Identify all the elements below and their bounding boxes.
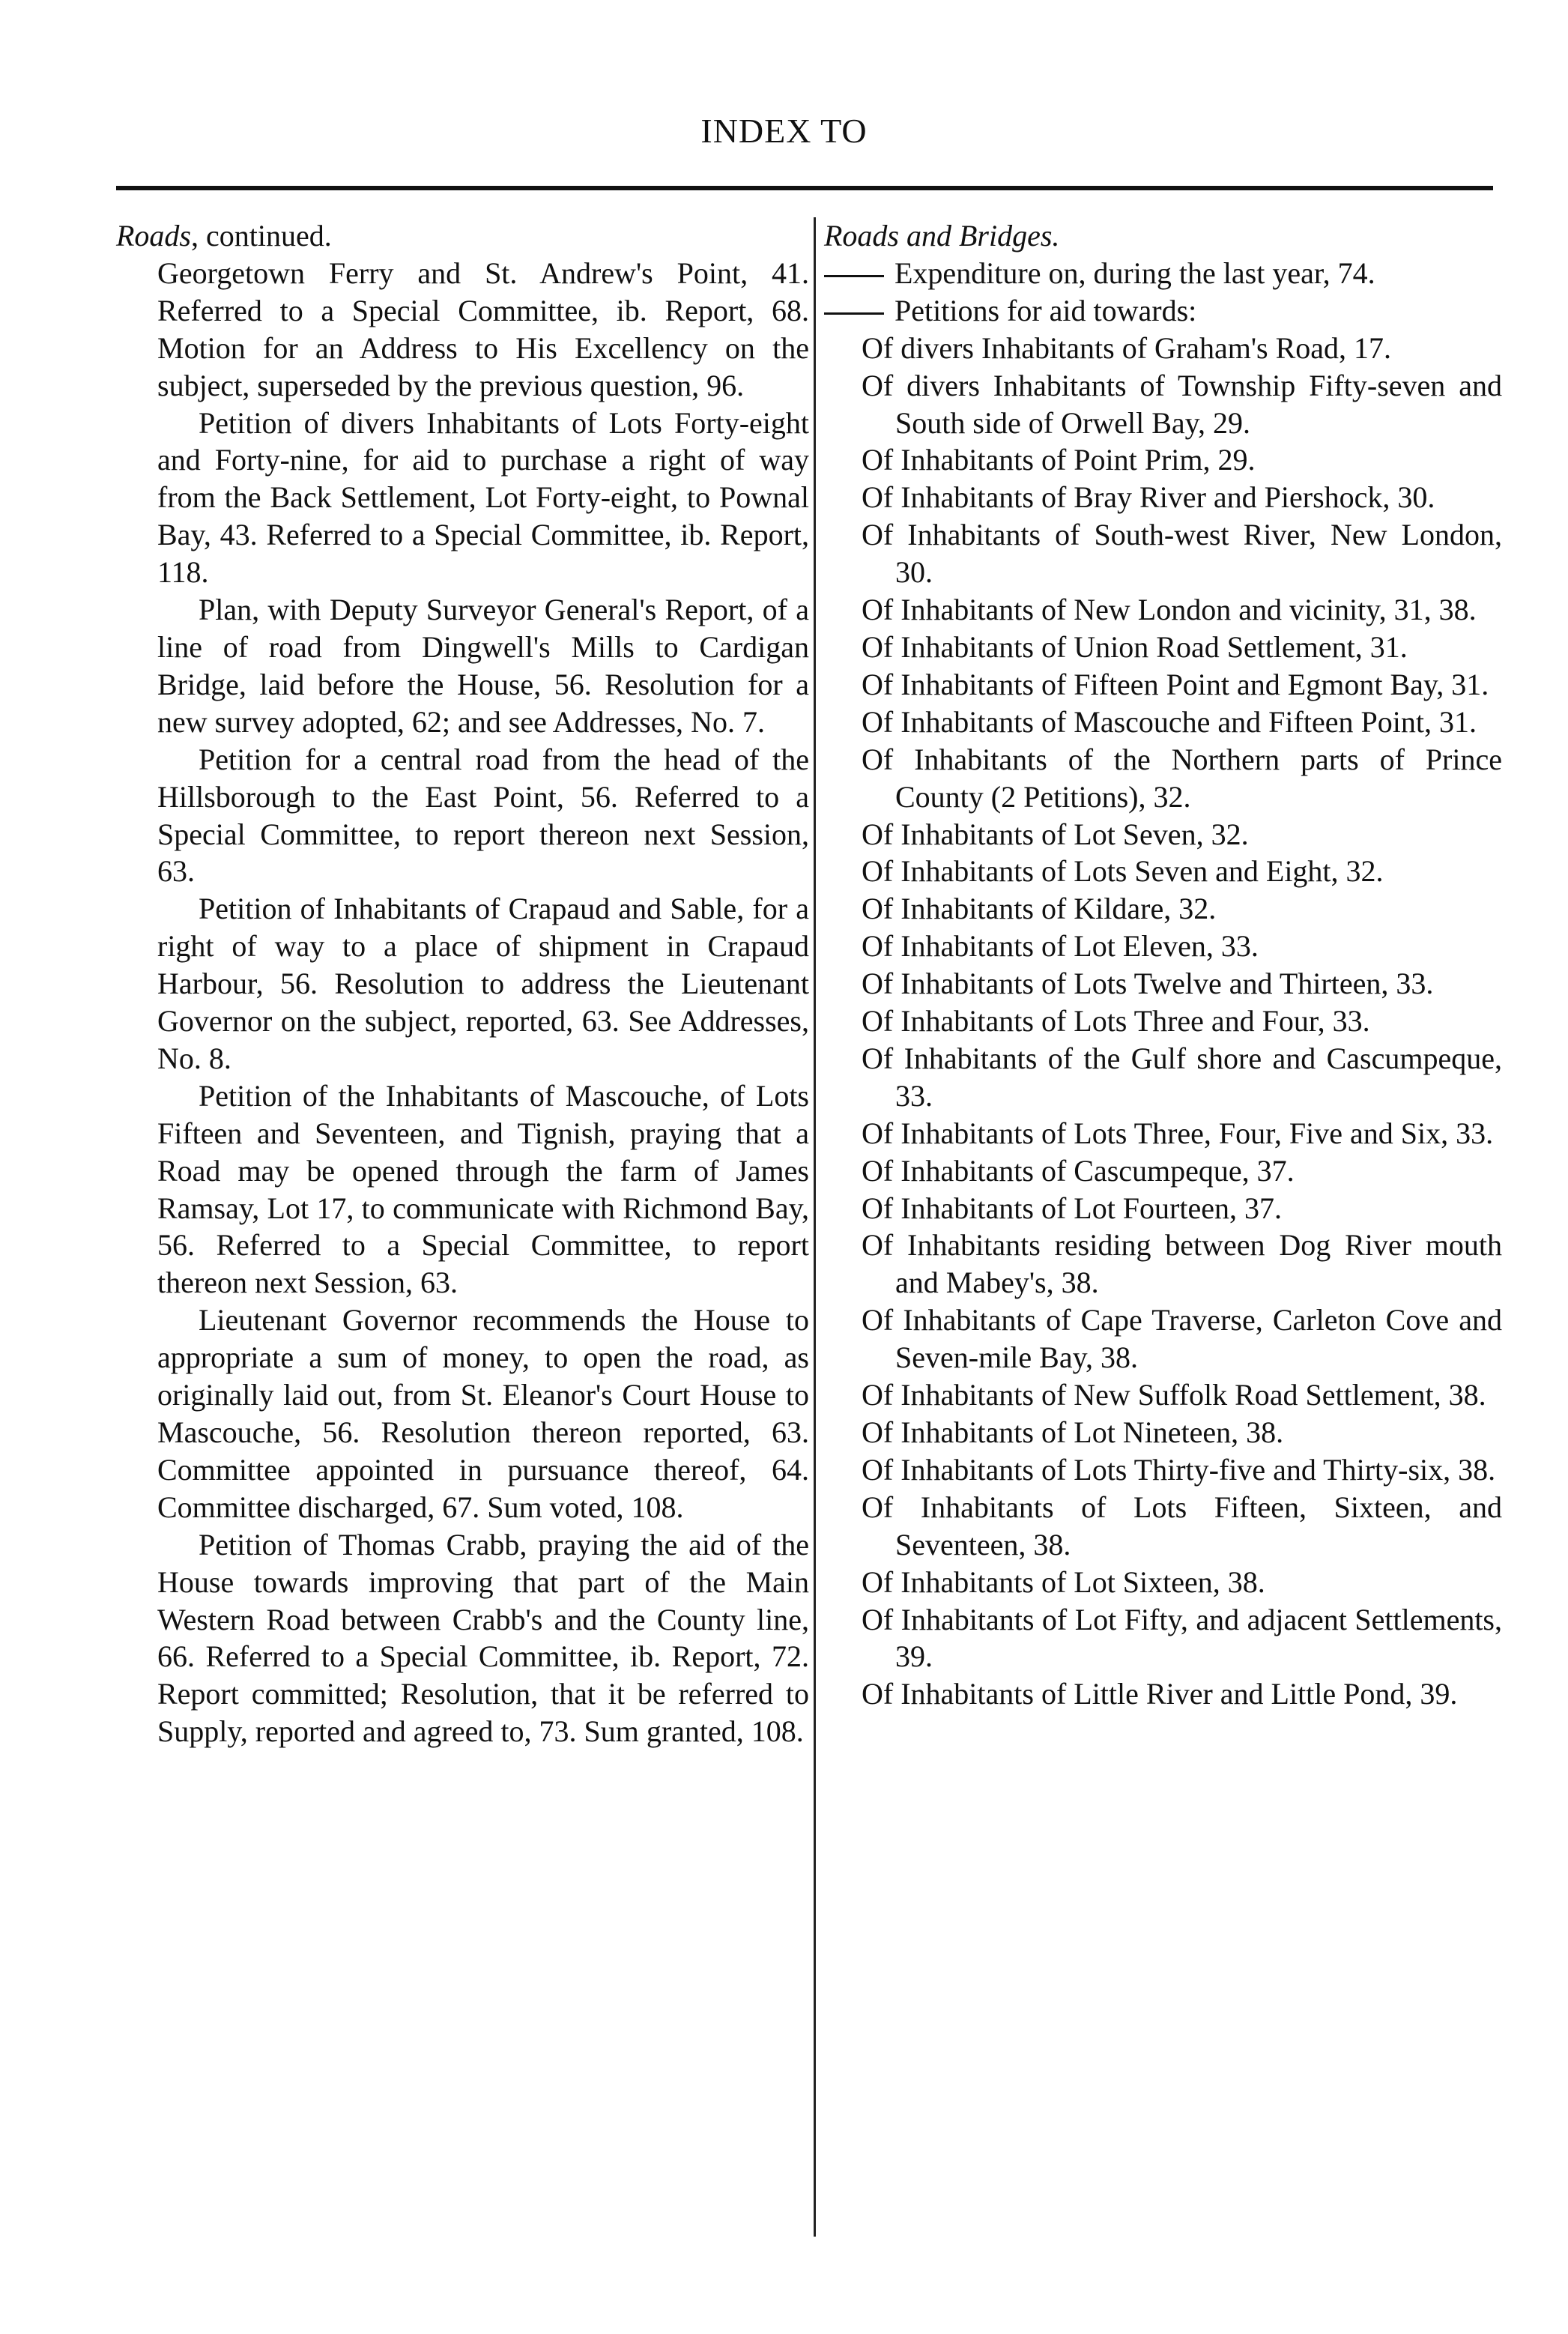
petition-entry: Of Inhabitants of New London and vicinity, 31, 38. (862, 593, 1477, 627)
dash-line (824, 255, 1502, 292)
petition-entry: Of Inhabitants of Kildare, 32. (862, 892, 1217, 926)
petition-entry: Of Inhabitants of Bray River and Piershock, 30. (862, 480, 1435, 515)
em-dash-rule (824, 275, 884, 277)
petition-entry: Of Inhabitants of South-west River, New London, 30. (862, 518, 1502, 590)
petition-entry: Of Inhabitants of Lot Sixteen, 38. (862, 1564, 1265, 1599)
petition-entry: Of Inhabitants of Cascumpeque, 37. (862, 1153, 1295, 1188)
petition-entry: Of Inhabitants of Lots Fifteen, Sixteen, and Seventeen, 38. (862, 1490, 1502, 1561)
petition-entry: Of Inhabitants of the Northern parts of Prince County (2 Petitions), 32. (862, 742, 1502, 814)
petition-entry: Of divers Inhabitants of Township Fifty-seven and South side of Orwell Bay, 29. (862, 368, 1502, 440)
left-paragraph: Georgetown Ferry and St. Andrew's Point, 41. Referred to a Special Committee, ib. Report, 68. Motion for an Address to His Excellency on the subject, superseded by the previous question, 96. (157, 256, 809, 402)
dash-line-text: Expenditure on, during the last year, 74. (895, 256, 1375, 290)
left-heading (116, 217, 809, 255)
left-paragraph: Lieutenant Governor recommends the House to appropriate a sum of money, to open the road, as originally laid out, from St. Eleanor's Court House to Mascouche, 56. Resolution thereon reported, 63. Committee appointed in pursuance thereof, 64. Committee discharged, 67. Sum voted, 108. (157, 1303, 809, 1524)
left-paragraph: Petition of Inhabitants of Crapaud and Sable, for a right of way to a place of shipment in Crapaud Harbour, 56. Resolution to address the Lieutenant Governor on the subject, reported, 63. See Addresses, No. 8. (157, 892, 809, 1075)
petition-entry: Of divers Inhabitants of Graham's Road, 17. (862, 330, 1392, 365)
petition-entry: Of Inhabitants of Lot Seven, 32. (862, 817, 1249, 851)
petition-entry: Of Inhabitants residing between Dog River mouth and Mabey's, 38. (862, 1228, 1502, 1300)
petition-entry: Of Inhabitants of Lots Three, Four, Five and Six, 33. (862, 1116, 1494, 1150)
petition-entry: Of Inhabitants of Lots Thirty-five and Thirty-six, 38. (862, 1452, 1496, 1487)
column-divider (814, 217, 816, 2237)
right-column (824, 217, 1502, 1713)
dash-line-text: Petitions for aid towards: (895, 293, 1197, 327)
petition-entry: Of Inhabitants of Cape Traverse, Carleton Cove and Seven-mile Bay, 38. (862, 1303, 1502, 1375)
petition-entry: Of Inhabitants of Lot Eleven, 33. (862, 929, 1259, 964)
petition-entry: Of Inhabitants of Point Prim, 29. (862, 443, 1256, 477)
petition-entry: Of Inhabitants of Fifteen Point and Egmont Bay, 31. (862, 667, 1489, 701)
petition-entry: Of Inhabitants of Lot Fifty, and adjacent Settlements, 39. (862, 1602, 1502, 1674)
petition-entry: Of Inhabitants of Lot Nineteen, 38. (862, 1415, 1284, 1449)
petition-entry: Of Inhabitants of New Suffolk Road Settlement, 38. (862, 1378, 1486, 1412)
petition-entry: Of Inhabitants of Union Road Settlement, 31. (862, 629, 1408, 664)
left-column (116, 217, 809, 1750)
petition-entry: Of Inhabitants of Little River and Little Pond, 39. (862, 1677, 1458, 1711)
petition-entry: Of Inhabitants of Lots Seven and Eight, 32. (862, 854, 1384, 889)
petition-entry: Of Inhabitants of Lots Twelve and Thirteen, 33. (862, 967, 1434, 1001)
left-paragraph: Petition of the Inhabitants of Mascouche, of Lots Fifteen and Seventeen, and Tignish, praying that a Road may be opened through the farm of James Ramsay, Lot 17, to communicate with Richmond Bay, 56. Referred to a Special Committee, to report thereon next Session, 63. (157, 1078, 809, 1300)
header-rule (116, 186, 1493, 190)
petition-entry: Of Inhabitants of Lot Fourteen, 37. (862, 1191, 1282, 1225)
petition-entry: Of Inhabitants of Mascouche and Fifteen Point, 31. (862, 704, 1477, 739)
page-header: INDEX TO (700, 112, 868, 150)
left-paragraph: Petition of divers Inhabitants of Lots Forty-eight and Forty-nine, for aid to purchase a right of way from the Back Settlement, Lot Forty-eight, to Pownal Bay, 43. Referred to a Special Committee, ib. Report, 118. (157, 405, 809, 590)
dash-line (824, 292, 1502, 330)
right-heading: Roads and Bridges. (824, 219, 1060, 253)
petition-entry: Of Inhabitants of Lots Three and Four, 33. (862, 1004, 1370, 1038)
left-body (116, 255, 809, 1750)
left-paragraph: Petition of Thomas Crabb, praying the aid of the House towards improving that part of the Main Western Road between Crabb's and the County line, 66. Referred to a Special Committee, ib. Report, 72. Report committed; Resolution, that it be referred to Supply, reported and agreed to, 73. Sum granted, 108. (157, 1527, 809, 1749)
left-paragraph: Plan, with Deputy Surveyor General's Report, of a line of road from Dingwell's Mills to Cardigan Bridge, laid before the House, 56. Resolution for a new survey adopted, 62; and see Addresses, No. 7. (157, 593, 809, 739)
petition-entry: Of Inhabitants of the Gulf shore and Cascumpeque, 33. (862, 1041, 1502, 1113)
left-heading-title: Roads (116, 219, 191, 253)
left-heading-suffix: , continued. (191, 219, 332, 253)
em-dash-rule (824, 312, 884, 315)
left-paragraph: Petition for a central road from the head of the Hillsborough to the East Point, 56. Referred to a Special Committee, to report thereon next Session, 63. (157, 742, 809, 889)
